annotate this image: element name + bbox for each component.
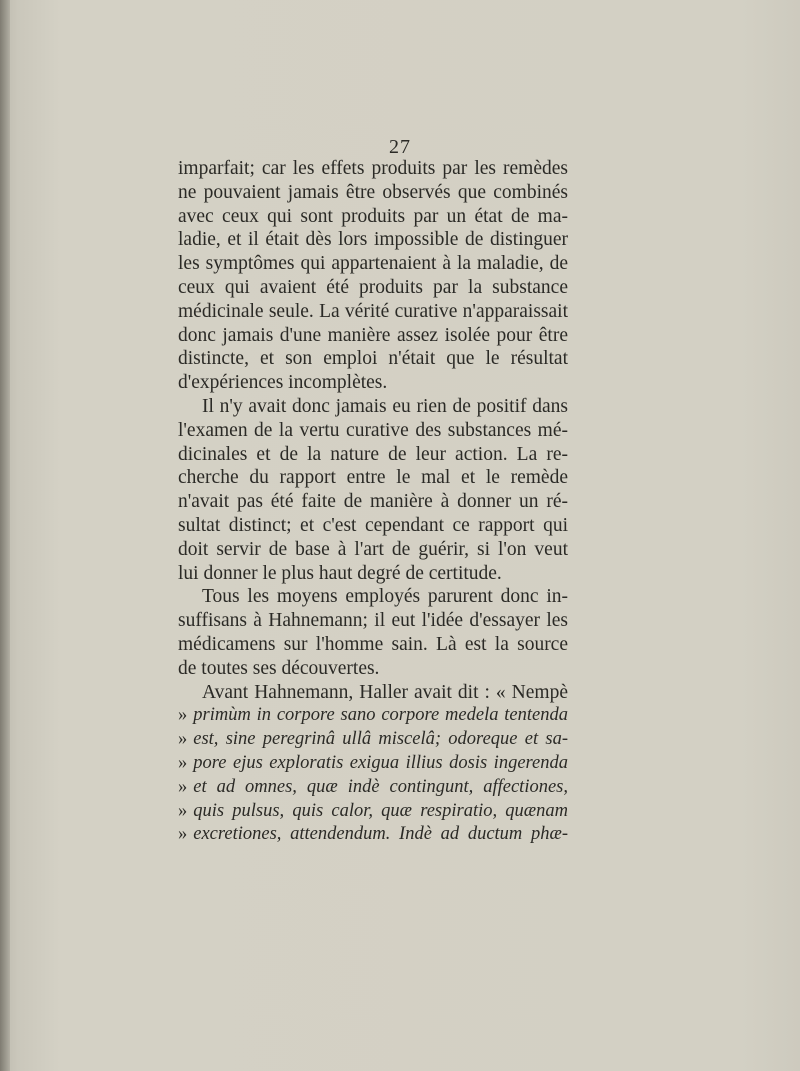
body-text	[178, 157, 568, 847]
quote-mark: »	[178, 752, 188, 773]
latin-text: primùm in corpore sano corpore medela tentenda	[193, 705, 568, 726]
text-line: d'expériences incomplètes.	[178, 372, 388, 394]
text-line: les symptômes qui appartenaient à la maladie, de	[178, 253, 568, 275]
text-line: l'examen de la vertu curative des substances mé-	[178, 419, 568, 441]
binding-edge	[0, 0, 10, 1071]
latin-text: et ad omnes, quæ indè contingunt, affectiones,	[193, 776, 568, 797]
paragraph-start: Tous les moyens employés parurent donc in-	[202, 586, 568, 608]
text-line: médicamens sur l'homme sain. Là est la source	[178, 633, 568, 655]
page-number: 27	[389, 136, 411, 158]
latin-quote-line	[178, 728, 568, 752]
text-line: donc jamais d'une manière assez isolée pour être	[178, 324, 568, 346]
text-line: de toutes ses découvertes.	[178, 657, 380, 679]
latin-quote-line	[178, 752, 568, 776]
text-line: dicinales et de la nature de leur action. La re-	[178, 443, 568, 465]
text-line: distincte, et son emploi n'était que le résultat	[178, 348, 568, 370]
latin-quote-line	[178, 823, 568, 847]
latin-quote-line	[178, 800, 568, 824]
text-line: sultat distinct; et c'est cependant ce rapport qui	[178, 514, 568, 536]
quote-mark: »	[178, 824, 188, 845]
latin-quote-line	[178, 776, 568, 800]
text-line: ne pouvaient jamais être observés que combinés	[178, 181, 568, 203]
quote-mark: »	[178, 705, 188, 726]
text-line: médicinale seule. La vérité curative n'apparaissait	[178, 300, 568, 322]
text-line: lui donner le plus haut degré de certitude.	[178, 562, 502, 584]
text-line: cherche du rapport entre le mal et le remède	[178, 467, 568, 489]
text-line: avec ceux qui sont produits par un état de ma-	[178, 205, 568, 227]
text-line: ceux qui avaient été produits par la substance	[178, 276, 568, 298]
latin-text: pore ejus exploratis exigua illius dosis ingerenda	[193, 752, 568, 773]
latin-text: excretiones, attendendum. Indè ad ductum phæ-	[193, 824, 568, 845]
paragraph-start: Il n'y avait donc jamais eu rien de positif dans	[202, 395, 568, 417]
text-line: ladie, et il était dès lors impossible de distinguer	[178, 229, 568, 251]
latin-text: quis pulsus, quis calor, quæ respiratio, quænam	[193, 800, 568, 821]
quote-mark: »	[178, 776, 188, 797]
paragraph-start: Avant Hahnemann, Haller avait dit : « Nempè	[202, 681, 568, 703]
text-line: n'avait pas été faite de manière à donner un ré-	[178, 491, 568, 513]
text-line: imparfait; car les effets produits par les remèdes	[178, 158, 568, 179]
text-line: suffisans à Hahnemann; il eut l'idée d'essayer les	[178, 610, 568, 632]
quote-mark: »	[178, 729, 188, 750]
text-line: doit servir de base à l'art de guérir, si l'on veut	[178, 538, 568, 560]
latin-text: est, sine peregrinâ ullâ miscelâ; odoreque et sa-	[193, 729, 568, 750]
quote-mark: »	[178, 800, 188, 821]
latin-quote-line	[178, 704, 568, 728]
